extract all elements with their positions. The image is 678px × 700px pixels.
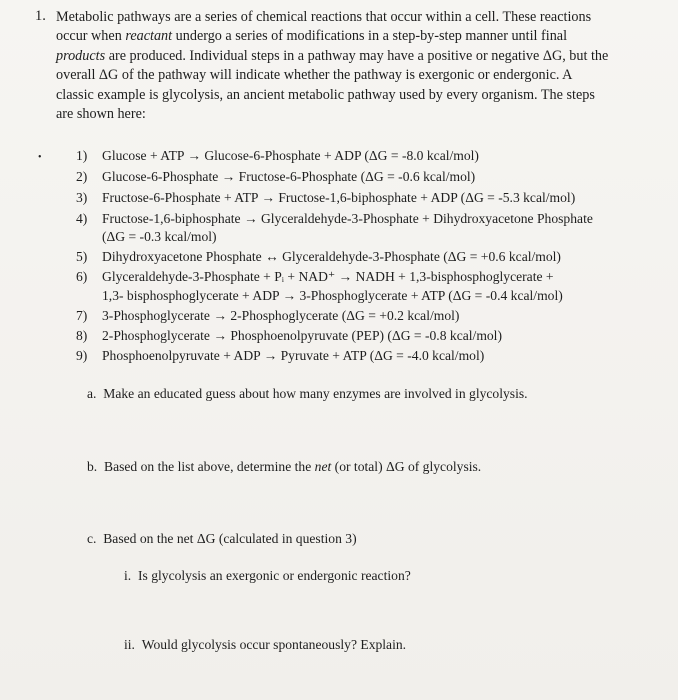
step-item: 6) Glyceraldehyde-3-Phosphate + Pᵢ + NAD⁺ → NADH + 1,3-bisphosphoglycerate + — [76, 269, 554, 284]
part-c-ii: ii. Would glycolysis occur spontaneously? Explain. — [124, 637, 407, 652]
step-item: 8) 2-Phosphoglycerate → Phosphoenolpyruvate (PEP) (ΔG = -0.8 kcal/mol) — [76, 328, 502, 343]
part-a: a. Make an educated guess about how many enzymes are involved in glycolysis. — [87, 386, 528, 401]
part-c: c. Based on the net ΔG (calculated in question 3) — [87, 531, 357, 546]
step-item: 2) Glucose-6-Phosphate → Fructose-6-Phosphate (ΔG = -0.6 kcal/mol) — [76, 169, 476, 184]
step-item: 3) Fructose-6-Phosphate + ATP → Fructose-1,6-biphosphate + ADP (ΔG = -5.3 kcal/mol) — [76, 190, 576, 205]
part-b: b. Based on the list above, determine the net (or total) ΔG of glycolysis. — [87, 459, 482, 474]
step-continuation: (ΔG = -0.3 kcal/mol) — [102, 229, 217, 244]
intro-line: products are produced. Individual steps in a pathway may have a positive or negative ΔG, but the — [56, 47, 609, 64]
question-intro — [56, 8, 656, 124]
intro-line: classic example is glycolysis, an ancient metabolic pathway used by every organism. The steps — [56, 86, 595, 103]
step-continuation: 1,3- bisphosphoglycerate + ADP → 3-Phosphoglycerate + ATP (ΔG = -0.4 kcal/mol) — [102, 288, 563, 303]
intro-line: Metabolic pathways are a series of chemical reactions that occur within a cell. These reactions — [56, 9, 592, 25]
part-c-i: i. Is glycolysis an exergonic or endergonic reaction? — [124, 568, 411, 583]
intro-line: occur when reactant undergo a series of modifications in a step-by-step manner until final — [56, 28, 568, 45]
intro-line: are shown here: — [56, 106, 146, 123]
bullet-dot: • — [38, 152, 42, 163]
step-item: 7) 3-Phosphoglycerate → 2-Phosphoglycerate (ΔG = +0.2 kcal/mol) — [76, 308, 460, 323]
step-item: 4) Fructose-1,6-biphosphate → Glyceraldehyde-3-Phosphate + Dihydroxyacetone Phosphate — [76, 211, 593, 226]
step-item: 5) Dihydroxyacetone Phosphate ↔ Glyceraldehyde-3-Phosphate (ΔG = +0.6 kcal/mol) — [76, 249, 561, 264]
intro-line: overall ΔG of the pathway will indicate whether the pathway is exergonic or endergonic. A — [56, 67, 573, 84]
question-number: 1. — [35, 8, 46, 24]
step-item: 1) Glucose + ATP → Glucose-6-Phosphate + ADP (ΔG = -8.0 kcal/mol) — [76, 148, 479, 163]
step-item: 9) Phosphoenolpyruvate + ADP → Pyruvate + ATP (ΔG = -4.0 kcal/mol) — [76, 348, 485, 363]
